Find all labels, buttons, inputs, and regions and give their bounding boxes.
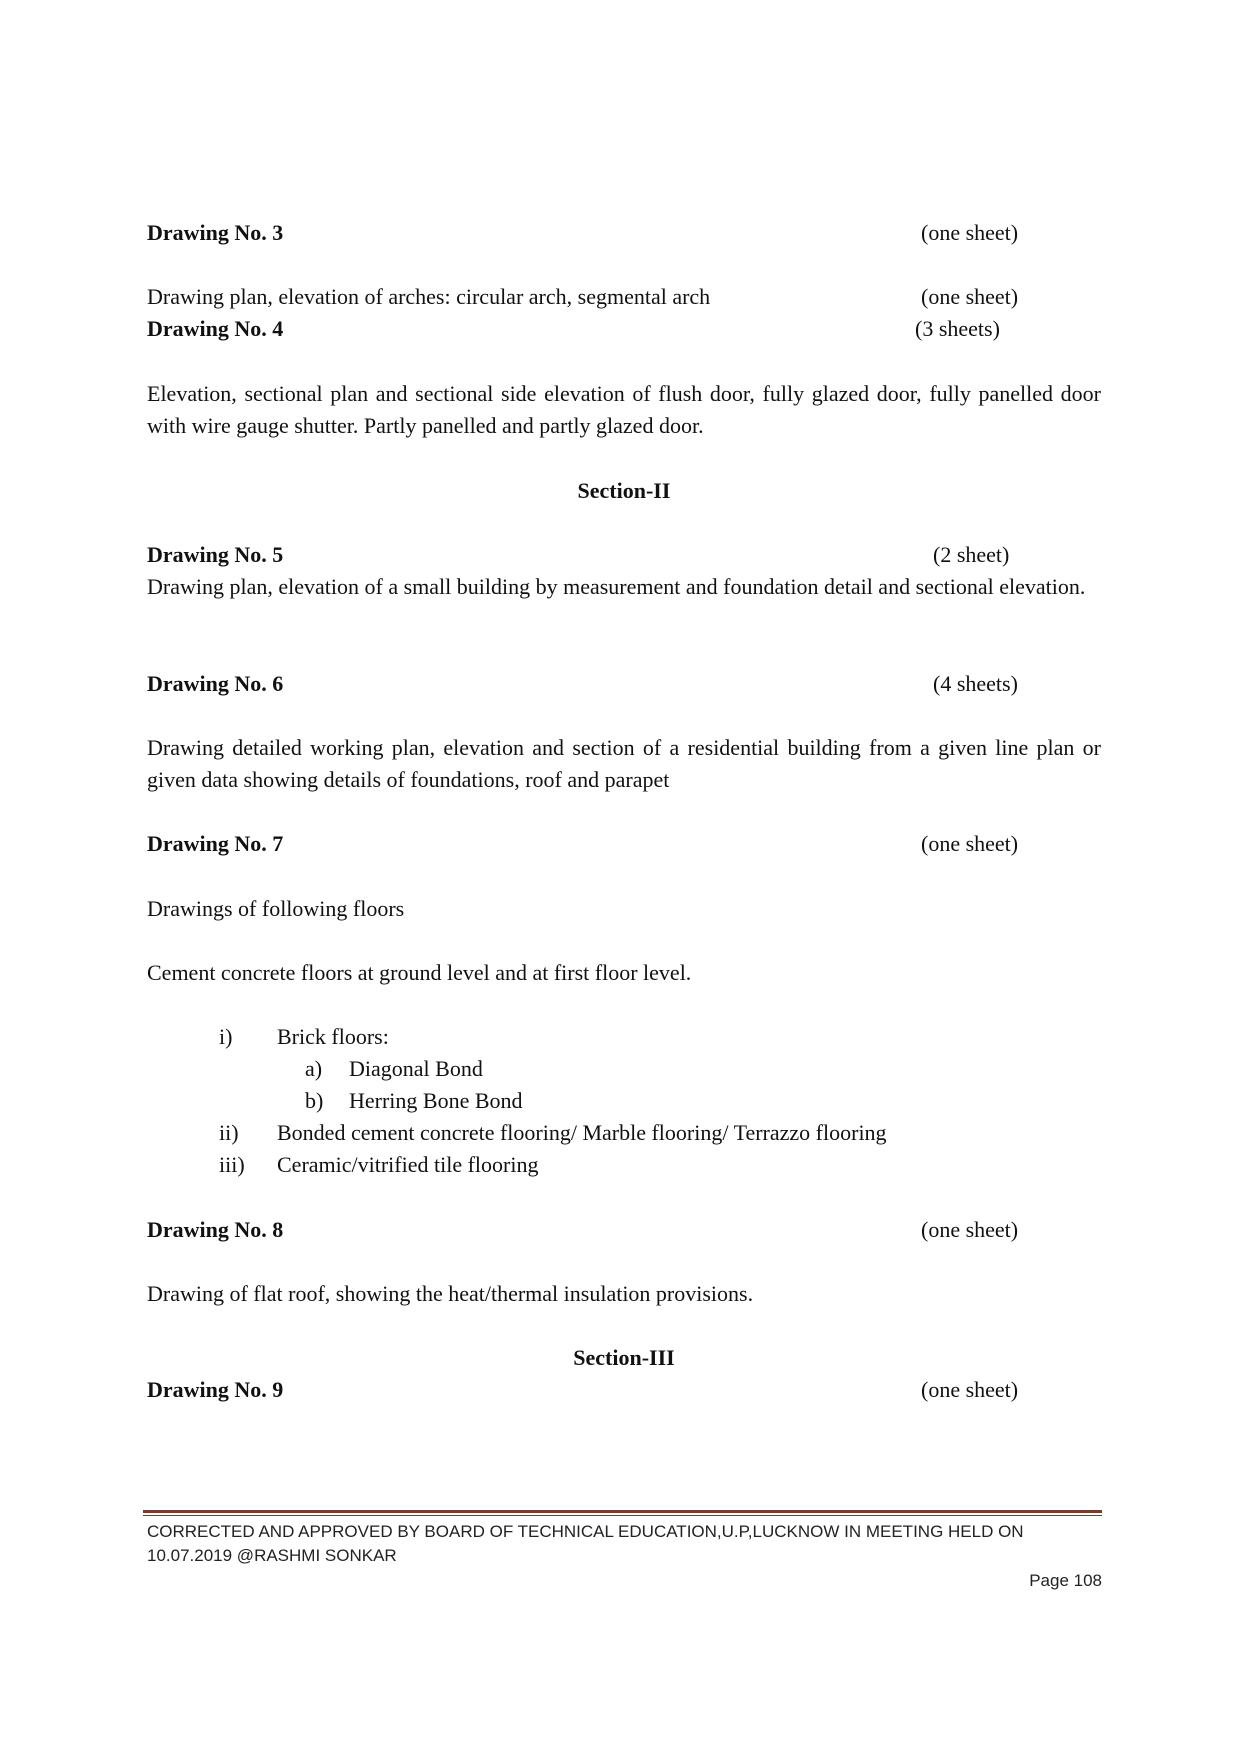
drawing-4-title: Drawing No. 4 [147, 316, 284, 341]
drawing-7-title: Drawing No. 7 [147, 831, 284, 856]
drawing-3-title: Drawing No. 3 [147, 220, 284, 245]
sub-item-num: b) [305, 1088, 324, 1113]
list-item: Ceramic/vitrified tile flooring [277, 1152, 539, 1177]
drawing-5-title: Drawing No. 5 [147, 542, 284, 567]
section-iii-heading: Section-III [573, 1345, 675, 1370]
doors-paragraph: Elevation, sectional plan and sectional side elevation of flush door, fully glazed door, fully panelled door with wire gauge shutter. Partly panelled and partly glazed door. [147, 381, 1101, 438]
sub-item-num: a) [305, 1056, 323, 1081]
small-building-paragraph: Drawing plan, elevation of a small building by measurement and foundation detail and sectional elevation. [147, 574, 1086, 599]
footer-rule-thin [143, 1515, 1102, 1516]
arches-text: Drawing plan, elevation of arches: circular arch, segmental arch [147, 284, 711, 309]
floors-intro: Drawings of following floors [147, 896, 405, 921]
arches-sheets: (one sheet) [921, 284, 1019, 309]
drawing-3-sheets: (one sheet) [921, 220, 1019, 245]
footer-approval-line: CORRECTED AND APPROVED BY BOARD OF TECHNICAL EDUCATION,U.P,LUCKNOW IN MEETING HELD ON [147, 1522, 1024, 1541]
sub-item: Diagonal Bond [349, 1056, 483, 1081]
drawing-7-sheets: (one sheet) [921, 831, 1019, 856]
flat-roof-text: Drawing of flat roof, showing the heat/thermal insulation provisions. [147, 1281, 754, 1306]
footer-rule [143, 1510, 1102, 1513]
drawing-6-title: Drawing No. 6 [147, 671, 284, 696]
sub-item: Herring Bone Bond [349, 1088, 523, 1113]
page-number: Page 108 [1029, 1571, 1102, 1590]
footer-date-author: 10.07.2019 @RASHMI SONKAR [147, 1546, 397, 1565]
drawing-5-sheets: (2 sheet) [933, 542, 1010, 567]
drawing-4-sheets: (3 sheets) [915, 316, 1000, 341]
drawing-9-title: Drawing No. 9 [147, 1377, 284, 1402]
residential-paragraph: Drawing detailed working plan, elevation and section of a residential building from a given line plan or given data showing details of foundations, roof and parapet [147, 735, 1101, 792]
drawing-8-sheets: (one sheet) [921, 1217, 1019, 1242]
drawing-8-title: Drawing No. 8 [147, 1217, 284, 1242]
list-item-num: ii) [219, 1120, 239, 1145]
list-item: Bonded cement concrete flooring/ Marble flooring/ Terrazzo flooring [277, 1120, 887, 1145]
list-item: Brick floors: [277, 1024, 389, 1049]
drawing-6-sheets: (4 sheets) [933, 671, 1018, 696]
list-item-num: iii) [219, 1152, 245, 1177]
drawing-9-sheets: (one sheet) [921, 1377, 1019, 1402]
section-ii-heading: Section-II [577, 478, 671, 503]
list-item-num: i) [219, 1024, 233, 1049]
cement-floors-text: Cement concrete floors at ground level and at first floor level. [147, 960, 692, 985]
